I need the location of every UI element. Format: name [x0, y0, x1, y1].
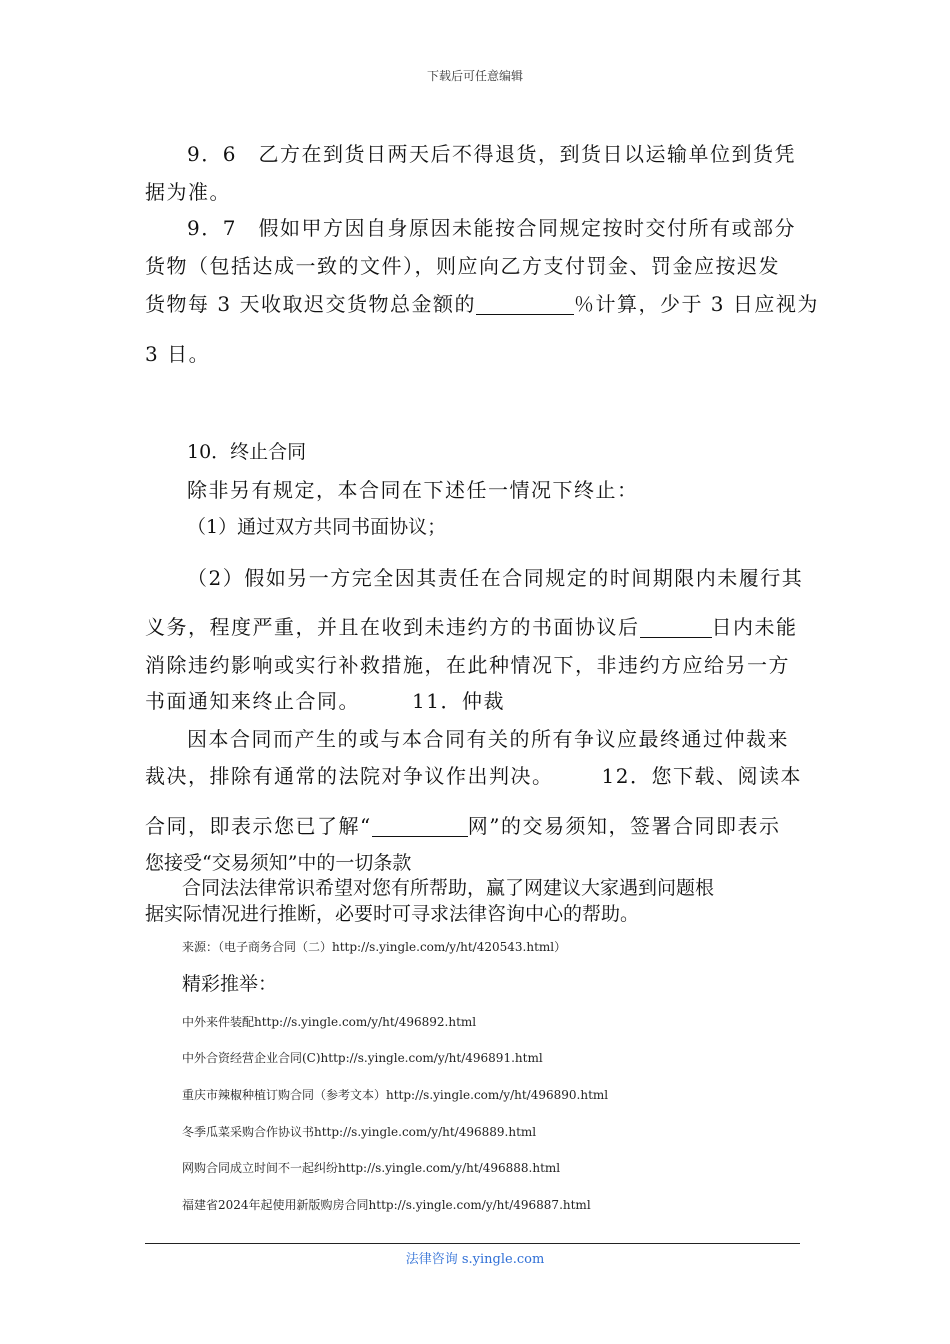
- section-11-line-2-text: 裁决，排除有通常的法院对争议作出判决。: [145, 764, 554, 788]
- clause-9-7-line-3: [145, 288, 819, 317]
- section-10-item-2-line-2: [145, 611, 798, 640]
- section-10-intro: 除非另有规定，本合同在下述任一情况下终止：: [187, 478, 639, 502]
- section-10-item-2-line-3: 消除违约影响或实行补救措施，在此种情况下，非违约方应给另一方: [145, 653, 790, 677]
- footer-link[interactable]: 法律咨询 s.yingle.com: [405, 1252, 545, 1267]
- recommend-link[interactable]: 冬季瓜菜采购合作协议书http://s.yingle.com/y/ht/496889.html: [182, 1125, 537, 1139]
- clause-9-6-line-2: 据为准。: [145, 180, 231, 204]
- section-10-item-1: （1）通过双方共同书面协议；: [187, 516, 447, 538]
- closing-line-2: 据实际情况进行推断，必要时可寻求法律咨询中心的帮助。: [145, 903, 640, 925]
- recommend-link[interactable]: 重庆市辣椒种植订购合同（参考文本）http://s.yingle.com/y/ht/496890.html: [182, 1088, 609, 1102]
- section-10-item-2-line-1: （2）假如另一方完全因其责任在合同规定的时间期限内未履行其: [187, 566, 804, 590]
- recommend-link[interactable]: 网购合同成立时间不一起纠纷http://s.yingle.com/y/ht/496888.html: [182, 1161, 561, 1175]
- recommend-link[interactable]: 中外来件装配http://s.yingle.com/y/ht/496892.html: [182, 1015, 477, 1029]
- footer-divider: [145, 1243, 800, 1244]
- section-10-item-2-line-2-end: 日内未能: [711, 615, 798, 639]
- clause-9-7-line-3-end: ％计算，少于 3 日应视为: [573, 292, 819, 316]
- recommend-link[interactable]: 福建省2024年起使用新版购房合同http://s.yingle.com/y/ht/496887.html: [182, 1198, 591, 1212]
- section-11-line-2: [145, 760, 802, 789]
- section-12-line-2: 您接受“交易须知”中的一切条款: [145, 852, 412, 874]
- section-12-title: 12．您下载、阅读本: [601, 764, 802, 788]
- section-12-line-1-start: 合同，即表示您已了解“: [145, 814, 372, 838]
- section-11-line-1: 因本合同而产生的或与本合同有关的所有争议应最终通过仲裁来: [187, 727, 789, 751]
- section-10-title: 10．终止合同: [187, 441, 307, 463]
- section-10-item-2-line-4-text: 书面通知来终止合同。: [145, 689, 360, 713]
- clause-9-7-line-4: 3 日。: [145, 342, 211, 366]
- section-12-line-1: [145, 810, 780, 839]
- clause-9-7-line-3-start: 货物每 3 天收取迟交货物总金额的: [145, 292, 476, 316]
- section-11-title: 11．仲裁: [412, 689, 505, 713]
- days-blank: [640, 617, 712, 638]
- closing-line-1: 合同法法律常识希望对您有所帮助，赢了网建议大家遇到问题根: [182, 877, 715, 899]
- section-10-item-2-line-4: [145, 685, 505, 714]
- website-name-blank: [372, 816, 468, 837]
- recommend-link[interactable]: 中外合资经营企业合同(C)http://s.yingle.com/y/ht/496891.html: [182, 1051, 543, 1065]
- section-10-item-2-line-2-start: 义务，程度严重，并且在收到未违约方的书面协议后: [145, 615, 640, 639]
- penalty-rate-blank: [476, 294, 574, 315]
- clause-9-7-line-1: 9．7 假如甲方因自身原因未能按合同规定按时交付所有或部分: [187, 216, 796, 240]
- source-link[interactable]: 来源：（电子商务合同（二）http://s.yingle.com/y/ht/420543.html）: [182, 940, 567, 954]
- clause-9-6-line-1: 9．6 乙方在到货日两天后不得退货，到货日以运输单位到货凭: [187, 142, 796, 166]
- section-12-line-1-end: 网”的交易须知，签署合同即表示: [467, 814, 781, 838]
- recommend-title: 精彩推举：: [182, 973, 278, 995]
- page-header: 下载后可任意编辑: [426, 69, 523, 83]
- clause-9-7-line-2: 货物（包括达成一致的文件），则应向乙方支付罚金、罚金应按迟发: [145, 254, 780, 278]
